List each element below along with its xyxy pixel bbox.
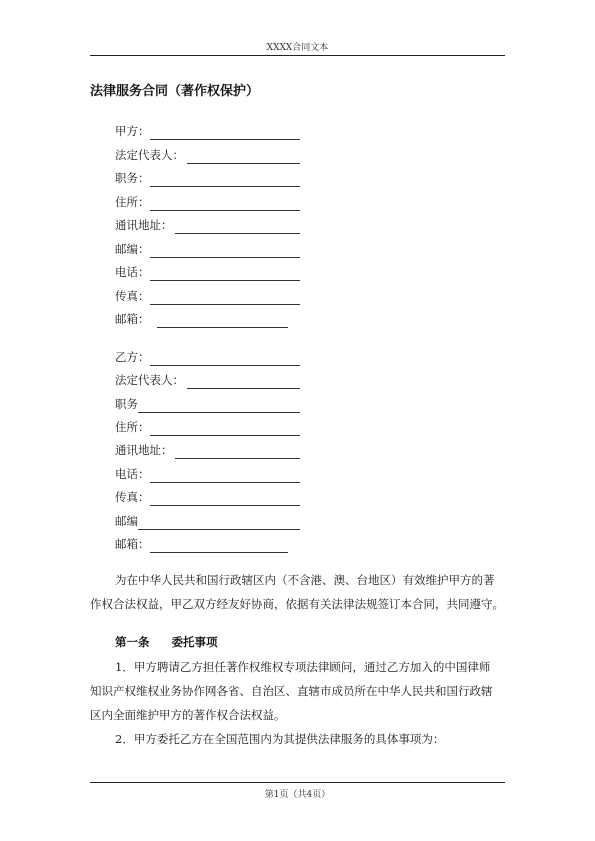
field-label: 住所： [115, 195, 150, 209]
field-label: 甲方： [115, 124, 150, 138]
party-b-email-field[interactable] [115, 535, 415, 553]
intro-line-1: 为在中华人民共和国行政辖区内（不含港、澳、台地区）有效维护甲方的著 [115, 573, 495, 587]
party-b-address-field[interactable] [115, 441, 415, 459]
field-label: 电话： [115, 265, 150, 279]
party-b-phone-field[interactable] [115, 465, 415, 483]
party-a-residence-field[interactable] [115, 193, 415, 211]
field-label: 职务： [115, 171, 150, 185]
article-title: 委托事项 [171, 635, 218, 649]
field-label: 通讯地址： [115, 218, 173, 232]
article-1-p2-line-1: 2．甲方委托乙方在全国范围内为其提供法律服务的具体事项为： [115, 732, 445, 746]
blank-line[interactable] [150, 352, 300, 366]
footer-rule [90, 782, 505, 783]
article-1-heading [115, 634, 218, 650]
blank-line[interactable] [150, 492, 300, 506]
blank-line[interactable] [150, 244, 300, 258]
page-header: XXXX合同文本 [266, 43, 329, 53]
header-rule [90, 55, 505, 56]
field-label: 邮箱： [115, 312, 150, 326]
party-a-email-field[interactable] [115, 310, 415, 328]
party-a-legal-rep-field[interactable] [115, 146, 415, 164]
blank-line[interactable] [150, 173, 300, 187]
field-label: 法定代表人： [115, 148, 184, 162]
blank-line[interactable] [150, 126, 300, 140]
blank-line[interactable] [150, 469, 300, 483]
blank-line[interactable] [150, 422, 300, 436]
field-label: 职务 [115, 397, 138, 411]
article-1-p1-line-3: 区内全面维护甲方的著作权合法权益。 [90, 708, 286, 722]
blank-line[interactable] [150, 197, 300, 211]
page-footer: 第1页（共4页） [264, 790, 331, 800]
blank-line[interactable] [187, 150, 300, 164]
party-a-postcode-field[interactable] [115, 240, 415, 258]
blank-line[interactable] [150, 267, 300, 281]
field-label: 传真： [115, 490, 150, 504]
party-b-legal-rep-field[interactable] [115, 371, 415, 389]
field-label: 邮编 [115, 514, 138, 528]
field-label: 邮编： [115, 242, 150, 256]
article-1-p1-line-2: 知识产权维权业务协作网各省、自治区、直辖市成员所在中华人民共和国行政辖 [90, 684, 493, 698]
field-label: 法定代表人： [115, 373, 184, 387]
party-b-fax-field[interactable] [115, 488, 415, 506]
blank-line[interactable] [187, 375, 300, 389]
party-a-fax-field[interactable] [115, 287, 415, 305]
party-a-phone-field[interactable] [115, 263, 415, 281]
party-b-postcode-field[interactable] [115, 512, 415, 530]
party-b-position-field[interactable] [115, 395, 415, 413]
field-label: 通讯地址： [115, 443, 173, 457]
blank-line[interactable] [150, 539, 288, 553]
field-label: 乙方： [115, 350, 150, 364]
blank-line[interactable] [157, 314, 288, 328]
field-label: 邮箱： [115, 537, 150, 551]
field-label: 住所： [115, 420, 150, 434]
intro-line-2: 作权合法权益，甲乙双方经友好协商，依据有关法律法规签订本合同，共同遵守。 [90, 597, 504, 611]
blank-line[interactable] [175, 220, 300, 234]
document-title: 法律服务合同（著作权保护） [90, 84, 260, 99]
party-a-name-field[interactable] [115, 122, 415, 140]
party-b-name-field[interactable] [115, 348, 415, 366]
article-number: 第一条 [115, 635, 150, 649]
blank-line[interactable] [138, 399, 300, 413]
article-1-p1-line-1: 1．甲方聘请乙方担任著作权维权专项法律顾问，通过乙方加入的中国律师 [115, 660, 491, 674]
blank-line[interactable] [138, 516, 300, 530]
blank-line[interactable] [175, 445, 300, 459]
blank-line[interactable] [150, 291, 300, 305]
party-b-residence-field[interactable] [115, 418, 415, 436]
field-label: 传真： [115, 289, 150, 303]
party-a-address-field[interactable] [115, 216, 415, 234]
party-a-position-field[interactable] [115, 169, 415, 187]
field-label: 电话： [115, 467, 150, 481]
